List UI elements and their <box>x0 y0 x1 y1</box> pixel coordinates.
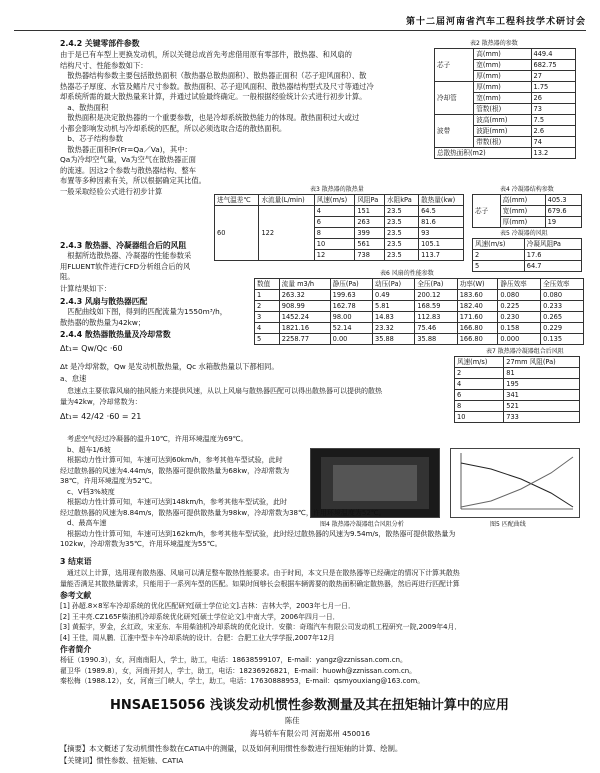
author-item: 杨征（1990.3），女，河南南阳人，学士，助工，电话：18638599107，E-mail：yangz@zznissan.com.cn。 <box>60 656 407 664</box>
table-cell: 1 <box>255 290 280 301</box>
paragraph-line: 量为42kw，冷却常数为： <box>60 397 142 406</box>
table-header-cell: 散热量(kw) <box>419 195 464 206</box>
paragraph-line: 根据所选散热器、冷凝器的性能参数采 <box>60 251 192 260</box>
paragraph-line: 结构尺寸、性能参数如下： <box>60 60 148 70</box>
table-cell: 0.00 <box>330 334 372 345</box>
table-cell: 35.88 <box>373 334 415 345</box>
table-cell: 6 <box>314 217 355 228</box>
next-article-title: HNSAE15056 浅谈发动机惯性参数测量及其在扭矩轴计算中的应用 <box>110 698 509 713</box>
reference-item: [1] 孙超.8×8军车冷却系统的优化匹配研究[硕士学位论文].吉林：吉林大学，2003年七月一日． <box>60 602 355 610</box>
table2 <box>434 48 576 159</box>
table-cell: 64.5 <box>419 206 464 217</box>
paragraph-line: 根据动力性计算可知，车速可达到60km/h，参考其他车型试验，此时 <box>60 456 283 464</box>
references-heading: 参考文献 <box>60 591 92 600</box>
table4 <box>472 194 582 228</box>
reference-item: [2] 王丰亮.CZ165F柴油机冷却系统优化研究[硕士学位论文].中南大学，2006年四月一日． <box>60 612 340 621</box>
table3-caption: 表3 散热器的散热量 <box>310 186 364 193</box>
table-row <box>473 261 582 272</box>
table-cell: 521 <box>504 401 580 412</box>
formula-description: Δt 是冷却常数，Qw 是发动机散热量，Qc 水箱散热量以下都相同。 <box>60 362 279 371</box>
table-cell: 195 <box>504 379 580 390</box>
table-cell: 263 <box>355 217 385 228</box>
table-cell: 399 <box>355 228 385 239</box>
table-cell: 171.60 <box>457 312 498 323</box>
conclusion-text <box>60 568 460 589</box>
table-row <box>255 301 584 312</box>
table-header-cell: 流量 m3/h <box>279 279 330 290</box>
references-list <box>60 601 461 643</box>
item-a-heading: a、怠速 <box>60 374 87 383</box>
table-row <box>455 379 580 390</box>
table-header-cell: 数值 <box>255 279 280 290</box>
table-cell: 宽(mm) <box>474 60 531 71</box>
header-rule <box>14 30 586 31</box>
table-cell: 5.81 <box>373 301 415 312</box>
table-cell: 高(mm) <box>500 195 545 206</box>
figure-5-chart <box>450 448 580 518</box>
table-cell: 679.6 <box>545 206 581 217</box>
table-row <box>255 323 584 334</box>
paragraph-line: 根据动力性计算可知，车速可达到148km/h，参考其他车型试验，此时 <box>60 498 288 506</box>
paragraph-line: 考虑空气经过冷凝器的温升10℃，许用环境温度为69℃。 <box>60 435 248 443</box>
table7 <box>454 356 580 423</box>
table-cell: 74 <box>531 137 575 148</box>
table-row <box>455 412 580 423</box>
next-article-affiliation: 海马轿车有限公司 河南郑州 450016 <box>250 729 371 738</box>
paragraph-line: 散热面积是决定散热器的一个重要参数，也是冷却系统散热能力的体现。散热面积过大或过 <box>60 113 360 122</box>
table-cell: 总散热面积(m2) <box>435 148 532 159</box>
table3 <box>214 194 464 261</box>
table2-caption: 表2 散热器的参数 <box>470 40 518 47</box>
item-a-text <box>60 386 382 407</box>
table-cell: 0.158 <box>498 323 541 334</box>
table-cell: 4 <box>314 206 355 217</box>
paragraph-line: Qa为冷却空气量，Va为空气在散热器正面 <box>60 155 196 164</box>
table-cell: 183.60 <box>457 290 498 301</box>
table5-caption: 表5 冷凝器的风阻 <box>500 230 548 237</box>
table-cell: 5 <box>255 334 280 345</box>
table-row <box>455 401 580 412</box>
table-row <box>215 206 464 217</box>
table-cell: 2.6 <box>531 126 575 137</box>
next-article-abstract: 【摘要】本文概述了发动机惯性参数在CATIA中的测量，以及如何利用惯性参数进行扭矩轴的计算、绘制。 <box>60 744 403 753</box>
table-header-cell: 风速(m/s) <box>314 195 355 206</box>
table-cell: 263.32 <box>279 290 330 301</box>
table-cell: 122 <box>259 206 314 261</box>
paragraph-line: 经过散热器的风速为4.44m/s，散热器可提供散热量为68kw，冷却常数为 <box>60 466 290 475</box>
table-cell: 0.229 <box>541 323 584 334</box>
table5 <box>472 238 582 272</box>
paragraph-line: 通过以上计算，选用现有散热器、风扇可以满足整车散热性能要求。由于时间，本文只是在散热器等已经确定的情况下计算其散热 <box>60 569 460 577</box>
table-cell: 12 <box>314 250 355 261</box>
table-cell: 8 <box>314 228 355 239</box>
table-cell: 13.2 <box>531 148 575 159</box>
table-row <box>255 334 584 345</box>
table-cell: 405.3 <box>545 195 581 206</box>
table-cell: 19 <box>545 217 581 228</box>
table-cell: 4 <box>255 323 280 334</box>
table-cell: 449.4 <box>531 49 575 60</box>
table-row <box>455 357 580 368</box>
table-cell: 0.080 <box>498 290 541 301</box>
table-cell: 波距(mm) <box>474 126 531 137</box>
table-row <box>455 390 580 401</box>
figure-5-caption: 图5 匹配曲线 <box>490 521 526 528</box>
table-cell: 105.1 <box>419 239 464 250</box>
reference-item: [4] 王佳，周从鹏．江淮中型卡车冷却系统的设计．合肥：合肥工业大学学报,2007年12月 <box>60 633 335 642</box>
table-cell: 182.40 <box>457 301 498 312</box>
paragraph-line: c、V档3%坡度 <box>60 487 115 496</box>
paragraph-line: b、超车1/6坡 <box>60 445 111 454</box>
table-cell: 166.80 <box>457 334 498 345</box>
table-row <box>473 250 582 261</box>
figure-4-caption: 图4 散热器冷凝器组合风阻分析 <box>320 521 404 528</box>
table-cell: 81 <box>504 368 580 379</box>
paragraph-line: 布置等多种因素有关，所以根据确定其比值。 <box>60 176 206 185</box>
table-cell: 6 <box>455 390 504 401</box>
table-row <box>435 115 576 126</box>
paragraph-line: b、芯子结构参数 <box>60 134 124 143</box>
table-header-cell: 动压(Pa) <box>373 279 415 290</box>
running-header: 第十二届河南省汽车工程科技学术研讨会 <box>405 17 586 27</box>
table-cell: 0.230 <box>498 312 541 323</box>
table-cell: 23.32 <box>373 323 415 334</box>
table-cell: 168.59 <box>415 301 457 312</box>
table-cell: 27 <box>531 71 575 82</box>
table-cell: 1821.16 <box>279 323 330 334</box>
table-cell: 93 <box>419 228 464 239</box>
table-cell: 4 <box>455 379 504 390</box>
author-item: 翟卫华（1989.8），女，河南开封人，学士，助工，电话：18236926821，E-mail：huowh@zznissan.com.cn。 <box>60 666 417 675</box>
reference-item: [3] 黄振宇，罗金，幺红政，宋亚东．车用柴油机冷却系统的优化设计．安徽：奇瑞汽车有限公司发动机工程研究一院,2009年4月． <box>60 623 462 631</box>
section-3-heading: 3 结束语 <box>60 557 92 566</box>
paragraph-line: a、散热面积 <box>60 102 109 112</box>
table-cell: 1452.24 <box>279 312 330 323</box>
table-row <box>255 279 584 290</box>
table-row <box>435 49 576 60</box>
table-header-cell: 功率(W) <box>457 279 498 290</box>
author-intro-heading: 作者简介 <box>60 645 92 654</box>
paragraph-line: d、最高车速 <box>60 519 107 527</box>
table-header-cell: 风速(m/s) <box>455 357 504 368</box>
table-cell: 73 <box>531 104 575 115</box>
table-cell: 908.99 <box>279 301 330 312</box>
table-cell: 0.080 <box>541 290 584 301</box>
left-top-text <box>60 50 430 197</box>
table-cell: 0.225 <box>498 301 541 312</box>
table-cell: 0.265 <box>541 312 584 323</box>
table6-caption: 表6 风扇的性能参数 <box>380 270 434 277</box>
table-cell: 200.12 <box>415 290 457 301</box>
table-header-cell: 风阻Pa <box>355 195 385 206</box>
formula-1: Δt₁= Qw/Qc ·60 <box>60 344 123 353</box>
formula-2: Δt₁= 42/42 ·60 = 21 <box>60 412 142 421</box>
table-cell: 98.00 <box>330 312 372 323</box>
paragraph-line: 根据动力性计算可知，车速可达到162km/h，参考其他车型试验，此时经过散热器的风速为9.54m/s，散热器可提供散热量为 <box>60 529 456 538</box>
paragraph-line: 小都会影响发动机与冷却系统的匹配，所以必须选取合适的散热面积。 <box>60 123 287 133</box>
paragraph-line: 热器芯子厚度、水管及鳍片尺寸参数。散热面积、芯子迎风面积、散热器结构型式及尺寸等通过冷 <box>60 81 374 91</box>
table-header-cell: 27mm 风阻(Pa) <box>504 357 580 368</box>
table-cell: 26 <box>531 93 575 104</box>
table-cell: 厚(mm) <box>474 71 531 82</box>
table-row <box>435 148 576 159</box>
table-cell: 75.46 <box>415 323 457 334</box>
table-cell: 112.83 <box>415 312 457 323</box>
table-cell: 682.75 <box>531 60 575 71</box>
paragraph-line: 量能否满足其散热量需求，只能用于一系列车型的匹配。如果时间够长会根据车辆需要的散热面积确定散热器，然后再进行匹配计算 <box>60 579 460 588</box>
paragraph-line: 的流速。因这2个参数与散热器结构、整车 <box>60 165 196 175</box>
table-cell: 0.000 <box>498 334 541 345</box>
table-cell: 0.49 <box>373 290 415 301</box>
table-header-cell: 全压(Pa) <box>415 279 457 290</box>
table-cell: 厚(mm) <box>500 217 545 228</box>
table-cell: 561 <box>355 239 385 250</box>
figure-5-graphic <box>451 449 579 517</box>
next-article-author: 陈佳 <box>285 716 300 725</box>
table-cell: 宽(mm) <box>500 206 545 217</box>
table-cell: 0.233 <box>541 301 584 312</box>
paragraph-line: 阻。 <box>60 272 75 281</box>
left-mid-text <box>60 251 191 283</box>
table-row <box>435 82 576 93</box>
table-cell: 3 <box>255 312 280 323</box>
table-cell: 冷却管 <box>435 82 474 115</box>
paragraph-line: 散热器结构参数主要包括散热面积（散热器总散热面积）、散热器正面积（芯子迎风面积）、散 <box>60 71 367 80</box>
next-article-keywords: 【关键词】惯性参数、扭矩轴、CATIA <box>60 756 184 765</box>
table-cell: 2 <box>255 301 280 312</box>
table-cell: 波带 <box>435 115 474 148</box>
section-2-4-3-heading: 2.4.3 散热器、冷凝器组合后的风阻 <box>60 241 187 250</box>
table-cell: 1.75 <box>531 82 575 93</box>
table-cell: 23.5 <box>385 250 419 261</box>
paragraph-line: 102kw，冷却常数为35℃，许用环境温度为55℃。 <box>60 540 222 548</box>
paragraph-line: 却系统所需的最大散热量来计算，并通过试验最终确定。一般根据经验统计公式进行初步计算。 <box>60 92 367 101</box>
table-cell: 17.6 <box>524 250 581 261</box>
table-header-cell: 静压效率 <box>498 279 541 290</box>
section-2-4-4-heading: 2.4.4 散热器散热量及冷却常数 <box>60 330 171 339</box>
table7-caption: 表7 散热器冷凝器组合后风阻 <box>486 348 564 355</box>
table-cell: 芯子 <box>435 49 474 82</box>
table-header-cell: 冷凝风阻Pa <box>524 239 581 250</box>
table-cell: 341 <box>504 390 580 401</box>
table-header-cell: 水阻kPa <box>385 195 419 206</box>
table-row <box>473 195 582 206</box>
paragraph-line: 匹配曲线如下图，得到的匹配流量为1550m³/h， <box>60 307 228 316</box>
table-cell: 2 <box>455 368 504 379</box>
table-cell: 64.7 <box>524 261 581 272</box>
table4-caption: 表4 冷凝器结构参数 <box>500 186 554 193</box>
table-cell: 81.6 <box>419 217 464 228</box>
table-cell: 高(mm) <box>474 49 531 60</box>
table-header-cell: 进气温差℃ <box>215 195 259 206</box>
paragraph-line: 38℃，许用环境温度为52℃。 <box>60 477 157 485</box>
table-row <box>215 195 464 206</box>
table-cell: 0.135 <box>541 334 584 345</box>
table-cell: 14.83 <box>373 312 415 323</box>
paragraph-line: 散热器正面积Fr(Fr=Qa／Va)，其中： <box>60 144 192 154</box>
table-row <box>473 239 582 250</box>
table-cell: 2 <box>473 250 525 261</box>
table-cell: 162.78 <box>330 301 372 312</box>
table-cell: 波高(mm) <box>474 115 531 126</box>
table-cell: 738 <box>355 250 385 261</box>
table-cell: 管数(根) <box>474 104 531 115</box>
table-row <box>455 368 580 379</box>
table-cell: 10 <box>455 412 504 423</box>
table-cell: 52.14 <box>330 323 372 334</box>
table-cell: 7.5 <box>531 115 575 126</box>
paragraph-line: 经过散热器的风速为8.84m/s，散热器可提供散热量为98kw，冷却常数为38℃，许用环境温度为52℃。 <box>60 508 386 517</box>
table-cell: 166.80 <box>457 323 498 334</box>
table-cell: 199.63 <box>330 290 372 301</box>
table-cell: 厚(mm) <box>474 82 531 93</box>
table-cell: 宽(mm) <box>474 93 531 104</box>
calc-result-text: 计算结果如下： <box>60 284 112 293</box>
author-list <box>60 655 424 687</box>
fan-match-text <box>60 307 227 328</box>
table-cell: 23.5 <box>385 239 419 250</box>
table-header-cell: 全压效率 <box>541 279 584 290</box>
table-cell: 151 <box>355 206 385 217</box>
table-cell: 2258.77 <box>279 334 330 345</box>
author-item: 秦松梅（1988.12），女，河南三门峡人，学士，助工，电话：17630888953，E-mail：qsmyouxiang@163.com。 <box>60 677 425 685</box>
table-header-cell: 静压(Pa) <box>330 279 372 290</box>
table-cell: 23.5 <box>385 217 419 228</box>
section-2-4-2-heading: 2.4.2 关键零部件参数 <box>60 39 140 48</box>
table-cell: 60 <box>215 206 259 261</box>
table-row <box>255 290 584 301</box>
table-header-cell: 风速(m/s) <box>473 239 525 250</box>
paragraph-line: 怠速点主要依靠风扇的抽风能力来提供风速，从以上风扇与散热器匹配可以得出散热器可以提供的散热 <box>60 387 382 395</box>
table-cell: 带数(根) <box>474 137 531 148</box>
table-cell: 8 <box>455 401 504 412</box>
table-row <box>255 312 584 323</box>
section-fan-match-heading: 2.4.3 风扇与散热器匹配 <box>60 297 148 306</box>
table-cell: 芯子 <box>473 195 501 228</box>
table-cell: 10 <box>314 239 355 250</box>
paragraph-line: 一般采取经验公式进行初步计算 <box>60 186 163 196</box>
paragraph-line: 散热器的散热量为42kw； <box>60 317 146 327</box>
table-cell: 23.5 <box>385 206 419 217</box>
paragraph-line: 由于是已有车型上更换发动机，所以关键总成首先考虑借用原有零部件，散热器、和风扇的 <box>60 50 352 59</box>
table-cell: 5 <box>473 261 525 272</box>
table6 <box>254 278 584 345</box>
cases-text <box>60 434 455 550</box>
table-cell: 35.88 <box>415 334 457 345</box>
table-cell: 23.5 <box>385 228 419 239</box>
table-cell: 733 <box>504 412 580 423</box>
table-cell: 113.7 <box>419 250 464 261</box>
paragraph-line: 用FLUENT软件进行CFD分析组合后的风 <box>60 261 191 271</box>
table-header-cell: 水流量(L/min) <box>259 195 314 206</box>
